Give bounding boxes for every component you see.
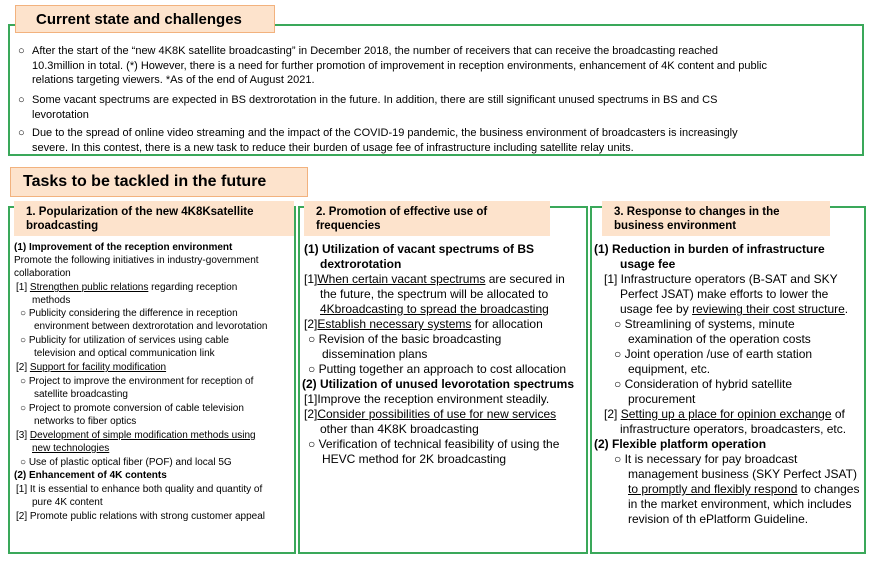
col1-line: [1] It is essential to enhance both quality and quantity of: [16, 484, 263, 495]
col1-line: [2] Support for facility modification: [16, 362, 167, 373]
current-b3-line2: severe. In this contest, there is a new task to reduce their burden of usage fee of infrastructure including satellite relay units.: [32, 141, 634, 154]
col1-line: environment between dextrorotation and levorotation: [34, 321, 268, 332]
col1-line: [3] Development of simple modification methods using: [16, 430, 256, 441]
col3-line: procurement: [628, 392, 696, 406]
current-b3-line1: Due to the spread of online video streaming and the impact of the COVID-19 pandemic, the business environment of broadcasters is increasingly: [32, 127, 738, 139]
col1-line: [2] Promote public relations with strong customer appeal: [16, 511, 266, 522]
current-b2-line1: Some vacant spectrums are expected in BS dextrorotation in the future. In addition, there are still significant unused spectrums in BS and CS: [32, 94, 718, 106]
col2-line: ○ Verification of technical feasibility of using the: [308, 437, 560, 451]
col1-line: new technologies: [32, 443, 110, 454]
col3-line: (2) Flexible platform operation: [594, 437, 767, 451]
col2-line: (1) Utilization of vacant spectrums of BS: [304, 242, 535, 256]
col2-line: [2]Establish necessary systems for allocation: [304, 317, 543, 331]
col3-line: ○ Joint operation /use of earth station: [614, 347, 813, 361]
col3-line: infrastructure operators, broadcasters, etc.: [620, 422, 847, 436]
col1-line: pure 4K content: [32, 497, 103, 508]
col1-line: (1) Improvement of the reception environment: [14, 242, 233, 253]
column-3-heading-line2: business environment: [614, 220, 737, 232]
bullet-circle-icon: ○: [18, 127, 25, 139]
col1-line: ○ Use of plastic optical fiber (POF) and local 5G: [20, 457, 232, 468]
col1-line: networks to fiber optics: [34, 416, 137, 427]
col2-line: other than 4K8K broadcasting: [320, 422, 479, 436]
col3-line: (1) Reduction in burden of infrastructure: [594, 242, 825, 256]
column-1-heading-line2: broadcasting: [26, 220, 99, 232]
col1-line: television and optical communication link: [34, 348, 215, 359]
col3-line: management business (SKY Perfect JSAT): [628, 467, 857, 481]
col1-line: satellite broadcasting: [34, 389, 128, 400]
col2-line: (2) Utilization of unused levorotation spectrums: [302, 377, 575, 391]
col2-line: [1]Improve the reception environment steadily.: [304, 392, 550, 406]
col1-line: ○ Publicity for utilization of services using cable: [20, 335, 229, 346]
col1-line: ○ Project to improve the environment for reception of: [20, 376, 254, 387]
bullet-circle-icon: ○: [18, 94, 25, 106]
col3-line: to promptly and flexibly respond to changes: [628, 482, 860, 496]
bullet-circle-icon: ○: [18, 45, 25, 57]
col2-line: ○ Putting together an approach to cost allocation: [308, 362, 567, 376]
col3-line: usage fee by reviewing their cost structure.: [620, 302, 849, 316]
column-2-heading-line2: frequencies: [316, 220, 381, 232]
col2-line: [2]Consider possibilities of use for new services: [304, 407, 557, 421]
col1-line: ○ Publicity considering the difference in reception: [20, 308, 238, 319]
current-bullet-2: [18, 93, 858, 123]
col1-line: Promote the following initiatives in industry-government: [14, 255, 259, 266]
current-b1-line2: 10.3million in total. (*) However, there is a need for further promotion of improvement in reception environments, enhancement of 4K content and public: [32, 59, 767, 72]
current-state-title: Current state and challenges: [15, 5, 275, 33]
col2-line: the future, the spectrum will be allocated to: [320, 287, 549, 301]
col3-line: [2] Setting up a place for opinion exchange of: [604, 407, 845, 421]
col3-line: equipment, etc.: [628, 362, 711, 376]
col1-line: [1] Strengthen public relations regarding reception: [16, 282, 238, 293]
col3-line: ○ Streamlining of systems, minute: [614, 317, 795, 331]
column-3-heading: [602, 201, 830, 236]
col1-line: (2) Enhancement of 4K contents: [14, 470, 167, 481]
column-1-heading: [14, 201, 294, 236]
col3-line: ○ It is necessary for pay broadcast: [614, 452, 798, 466]
col3-line: Perfect JSAT) make efforts to lower the: [620, 287, 829, 301]
column-1-heading-line1: 1. Popularization of the new 4K8Ksatellite: [26, 206, 254, 218]
current-bullet-3: [18, 126, 858, 156]
col3-line: [1] Infrastructure operators (B-SAT and SKY: [604, 272, 838, 286]
col2-line: [1]When certain vacant spectrums are secured in: [304, 272, 565, 286]
current-b1-line3: relations targeting viewers. *As of the end of August 2021.: [32, 74, 315, 86]
col1-line: collaboration: [14, 268, 71, 279]
col1-line: methods: [32, 295, 71, 306]
col2-line: dissemination plans: [322, 347, 428, 361]
col3-line: examination of the operation costs: [628, 332, 811, 346]
col2-line: dextrorotation: [320, 257, 402, 271]
col2-line: 4Kbroadcasting to spread the broadcasting: [320, 302, 549, 316]
current-bullet-1: [18, 44, 858, 90]
col1-line: ○ Project to promote conversion of cable television: [20, 403, 244, 414]
col2-line: HEVC method for 2K broadcasting: [322, 452, 507, 466]
column-2-heading: [304, 201, 550, 236]
col3-line: revision of th ePlatform Guideline.: [628, 512, 809, 526]
col3-line: ○ Consideration of hybrid satellite: [614, 377, 793, 391]
col3-line: in the market environment, which includes: [628, 497, 852, 511]
tasks-title: Tasks to be tackled in the future: [10, 167, 308, 197]
column-3-heading-line1: 3. Response to changes in the: [614, 206, 780, 218]
current-b2-line2: levorotation: [32, 108, 89, 121]
col2-line: ○ Revision of the basic broadcasting: [308, 332, 502, 346]
col3-line: usage fee: [620, 257, 676, 271]
column-2-heading-line1: 2. Promotion of effective use of: [316, 206, 488, 218]
current-b1-line1: After the start of the “new 4K8K satellite broadcasting” in December 2018, the number of receivers that can receive the broadcasting reached: [32, 45, 719, 57]
